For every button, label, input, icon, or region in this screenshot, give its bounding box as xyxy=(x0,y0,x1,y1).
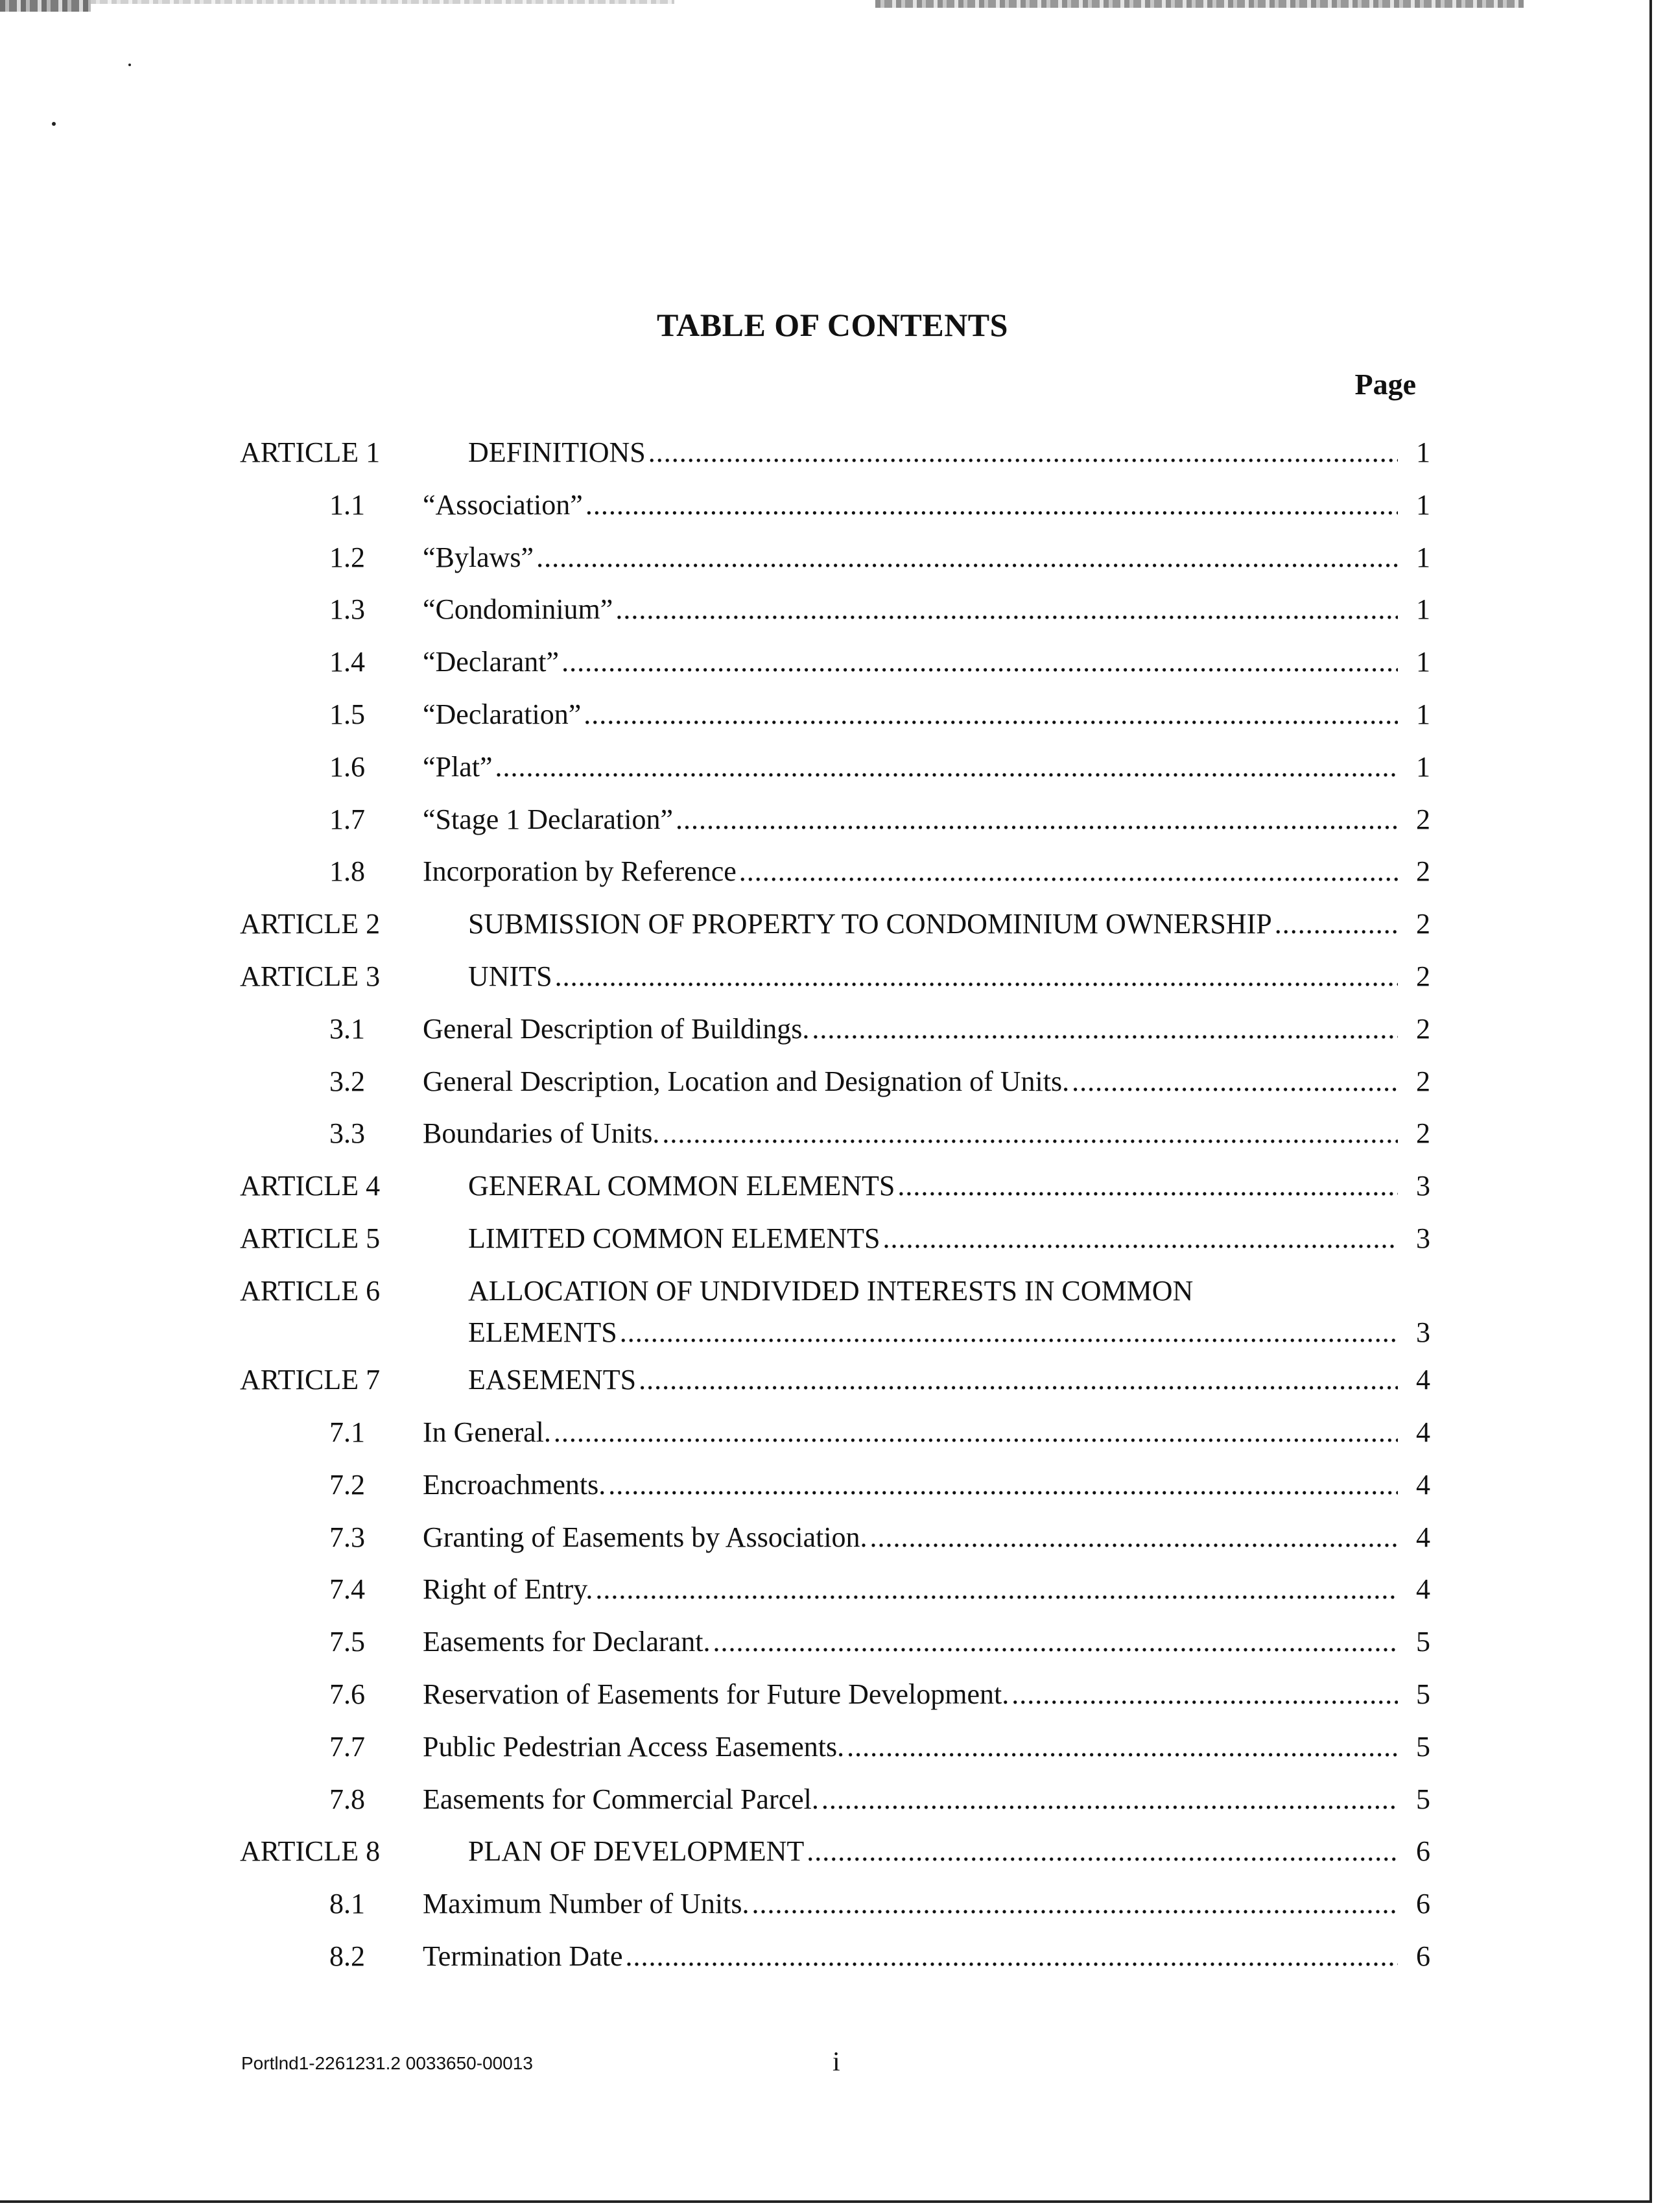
toc-entry-page: 2 xyxy=(1416,1065,1430,1097)
dot-leader xyxy=(821,1783,1398,1816)
dot-leader xyxy=(812,1012,1398,1045)
toc-entry-title: “Bylaws” xyxy=(423,541,534,573)
toc-entry-title-row xyxy=(423,1887,1400,1920)
toc-entry-title: Encroachments. xyxy=(423,1468,606,1501)
toc-entry-title: Granting of Easements by Association. xyxy=(423,1521,868,1553)
page-column-heading: Page xyxy=(1354,368,1416,401)
toc-entry-page: 4 xyxy=(1416,1521,1430,1553)
scan-speck xyxy=(52,122,56,126)
toc-entry-title-row xyxy=(468,1835,1400,1868)
toc-entry-1-6[interactable] xyxy=(0,750,1665,792)
toc-entry-page: 6 xyxy=(1416,1888,1430,1920)
toc-entry-page: 5 xyxy=(1416,1783,1430,1815)
toc-entry-1-7[interactable] xyxy=(0,803,1665,844)
toc-entry-article-4[interactable] xyxy=(0,1169,1665,1211)
toc-entry-article-8[interactable] xyxy=(0,1835,1665,1876)
toc-entry-page: 2 xyxy=(1416,960,1430,992)
dot-leader xyxy=(807,1835,1398,1868)
toc-entry-3-1[interactable] xyxy=(0,1012,1665,1054)
dot-leader xyxy=(752,1887,1398,1920)
page-number: i xyxy=(832,2047,840,2077)
toc-entry-page: 2 xyxy=(1416,1012,1430,1045)
toc-entry-title-row xyxy=(423,1625,1400,1658)
dot-leader xyxy=(1275,907,1398,940)
toc-entry-title-row xyxy=(468,1316,1400,1349)
toc-entry-number: 7.6 xyxy=(329,1678,365,1710)
toc-entry-number: 3.1 xyxy=(329,1012,365,1045)
toc-entry-title: UNITS xyxy=(468,960,552,992)
dot-leader xyxy=(847,1730,1398,1763)
toc-entry-title-row xyxy=(423,1416,1400,1449)
toc-entry-8-2[interactable] xyxy=(0,1940,1665,1981)
toc-entry-article-7[interactable] xyxy=(0,1363,1665,1405)
toc-entry-title-row xyxy=(423,645,1400,678)
toc-entry-7-1[interactable] xyxy=(0,1416,1665,1457)
toc-entry-title: “Stage 1 Declaration” xyxy=(423,803,674,835)
toc-entry-page: 1 xyxy=(1416,593,1430,626)
toc-entry-number: ARTICLE 4 xyxy=(240,1170,381,1202)
scan-speck xyxy=(128,64,131,66)
dot-leader xyxy=(1072,1065,1398,1098)
toc-entry-title-row xyxy=(423,1940,1400,1973)
toc-entry-title: Incorporation by Reference xyxy=(423,855,737,888)
toc-entry-number: 1.2 xyxy=(329,541,365,573)
toc-entry-page: 1 xyxy=(1416,750,1430,783)
toc-entry-title-row xyxy=(423,593,1400,626)
toc-entry-title: Termination Date xyxy=(423,1940,623,1972)
toc-entry-title: Public Pedestrian Access Easements. xyxy=(423,1730,845,1763)
toc-entry-page: 3 xyxy=(1416,1170,1430,1202)
toc-entry-number: 1.5 xyxy=(329,698,365,730)
toc-entry-article-2[interactable] xyxy=(0,907,1665,949)
toc-entry-number: ARTICLE 5 xyxy=(240,1222,381,1254)
toc-entry-number: 1.7 xyxy=(329,803,365,835)
toc-entry-number: ARTICLE 8 xyxy=(240,1835,381,1868)
toc-entry-number: ARTICLE 3 xyxy=(240,960,381,992)
toc-entry-number: 1.8 xyxy=(329,855,365,888)
toc-entry-page: 5 xyxy=(1416,1730,1430,1763)
dot-leader xyxy=(608,1468,1398,1501)
toc-entry-title-line1: ALLOCATION OF UNDIVIDED INTERESTS IN COMMON xyxy=(468,1274,1194,1307)
toc-entry-page: 5 xyxy=(1416,1678,1430,1710)
toc-entry-page: 1 xyxy=(1416,698,1430,730)
toc-entry-number: 7.1 xyxy=(329,1416,365,1448)
toc-entry-title: Right of Entry. xyxy=(423,1573,593,1606)
scan-artifact-left-faint xyxy=(91,0,674,4)
toc-entry-article-1[interactable] xyxy=(0,436,1665,477)
toc-entry-page: 1 xyxy=(1416,646,1430,678)
dot-leader xyxy=(555,960,1398,993)
toc-entry-title: Easements for Commercial Parcel. xyxy=(423,1783,819,1815)
toc-entry-title: In General. xyxy=(423,1416,551,1448)
toc-entry-page: 4 xyxy=(1416,1573,1430,1606)
toc-entry-number: ARTICLE 7 xyxy=(240,1364,381,1396)
toc-entry-number: 1.4 xyxy=(329,646,365,678)
toc-entry-title-row xyxy=(423,1117,1400,1150)
toc-entry-7-7[interactable] xyxy=(0,1730,1665,1772)
page-title: TABLE OF CONTENTS xyxy=(657,307,1008,343)
toc-entry-title: Easements for Declarant. xyxy=(423,1626,711,1658)
toc-entry-page: 4 xyxy=(1416,1468,1430,1501)
toc-entry-title-row xyxy=(468,1169,1400,1202)
toc-entry-title: “Declaration” xyxy=(423,698,582,730)
toc-entry-title-row xyxy=(423,698,1400,731)
dot-leader xyxy=(620,1316,1398,1349)
toc-entry-title-row xyxy=(423,1012,1400,1045)
toc-entry-number: 7.7 xyxy=(329,1730,365,1763)
toc-entry-page: 1 xyxy=(1416,436,1430,468)
dot-leader xyxy=(595,1573,1398,1606)
toc-entry-7-5[interactable] xyxy=(0,1625,1665,1667)
toc-entry-title: “Plat” xyxy=(423,750,493,783)
toc-entry-number: 3.2 xyxy=(329,1065,365,1097)
dot-leader xyxy=(897,1169,1398,1202)
toc-entry-title: Reservation of Easements for Future Development. xyxy=(423,1678,1010,1710)
dot-leader xyxy=(561,645,1398,678)
toc-entry-number: ARTICLE 2 xyxy=(240,908,381,940)
toc-entry-number: 1.3 xyxy=(329,593,365,626)
toc-entry-title-row xyxy=(423,750,1400,783)
toc-entry-title-row xyxy=(468,907,1400,940)
toc-entry-1-5[interactable] xyxy=(0,698,1665,739)
dot-leader xyxy=(625,1940,1398,1973)
toc-entry-title-row xyxy=(423,1065,1400,1098)
toc-entry-number: 7.3 xyxy=(329,1521,365,1553)
toc-entry-number: ARTICLE 6 xyxy=(240,1274,381,1307)
toc-entry-title-row xyxy=(423,1730,1400,1763)
toc-entry-title-row xyxy=(423,855,1400,888)
toc-entry-number: ARTICLE 1 xyxy=(240,436,381,468)
toc-entry-3-2[interactable] xyxy=(0,1065,1665,1106)
dot-leader xyxy=(676,803,1398,836)
scan-artifact-left xyxy=(0,0,91,12)
toc-entry-title-row xyxy=(423,1678,1400,1711)
toc-entry-page: 2 xyxy=(1416,803,1430,835)
toc-entry-title: LIMITED COMMON ELEMENTS xyxy=(468,1222,880,1254)
dot-leader xyxy=(739,855,1398,888)
toc-entry-7-4[interactable] xyxy=(0,1573,1665,1614)
toc-entry-page: 2 xyxy=(1416,855,1430,888)
toc-entry-7-2[interactable] xyxy=(0,1468,1665,1510)
toc-entry-7-6[interactable] xyxy=(0,1678,1665,1719)
toc-entry-page: 5 xyxy=(1416,1626,1430,1658)
toc-entry-page: 4 xyxy=(1416,1416,1430,1448)
dot-leader xyxy=(536,541,1398,574)
dot-leader xyxy=(495,750,1398,783)
dot-leader xyxy=(713,1625,1398,1658)
toc-entry-title-row xyxy=(468,1363,1400,1396)
toc-entry-page: 3 xyxy=(1416,1316,1430,1348)
toc-entry-page: 1 xyxy=(1416,541,1430,573)
scan-artifact-right xyxy=(875,0,1524,8)
toc-entry-title: PLAN OF DEVELOPMENT xyxy=(468,1835,805,1868)
toc-entry-title-row xyxy=(423,1783,1400,1816)
toc-entry-number: 7.4 xyxy=(329,1573,365,1606)
toc-entry-title-row xyxy=(468,1222,1400,1255)
toc-entry-number: 3.3 xyxy=(329,1117,365,1150)
toc-entry-1-8[interactable] xyxy=(0,855,1665,896)
toc-entry-title: “Condominium” xyxy=(423,593,613,626)
dot-leader xyxy=(585,488,1398,521)
toc-entry-number: 8.1 xyxy=(329,1888,365,1920)
toc-entry-title-row xyxy=(423,488,1400,521)
dot-leader xyxy=(615,593,1398,626)
toc-entry-title-row xyxy=(423,1521,1400,1554)
toc-entry-article-5[interactable] xyxy=(0,1222,1665,1263)
toc-entry-title-row xyxy=(423,803,1400,836)
toc-entry-title: General Description, Location and Designation of Units. xyxy=(423,1065,1070,1097)
toc-entry-number: 1.1 xyxy=(329,488,365,521)
toc-entry-title: SUBMISSION OF PROPERTY TO CONDOMINIUM OWNERSHIP xyxy=(468,908,1272,940)
toc-entry-title: General Description of Buildings. xyxy=(423,1012,810,1045)
toc-entry-3-3[interactable] xyxy=(0,1117,1665,1158)
toc-entry-number: 7.2 xyxy=(329,1468,365,1501)
toc-entry-number: 8.2 xyxy=(329,1940,365,1972)
toc-entry-title: Maximum Number of Units. xyxy=(423,1888,750,1920)
toc-entry-1-3[interactable] xyxy=(0,593,1665,634)
toc-entry-title-row xyxy=(423,1468,1400,1501)
dot-leader xyxy=(584,698,1398,731)
toc-entry-number: 7.8 xyxy=(329,1783,365,1815)
toc-entry-title: DEFINITIONS xyxy=(468,436,646,468)
toc-entry-number: 7.5 xyxy=(329,1626,365,1658)
toc-entry-page: 2 xyxy=(1416,1117,1430,1150)
dot-leader xyxy=(870,1521,1398,1554)
toc-entry-page: 6 xyxy=(1416,1940,1430,1972)
toc-entry-page: 1 xyxy=(1416,488,1430,521)
toc-entry-1-4[interactable] xyxy=(0,645,1665,687)
toc-entry-7-3[interactable] xyxy=(0,1521,1665,1562)
toc-entry-title-row xyxy=(423,541,1400,574)
toc-entry-number: 1.6 xyxy=(329,750,365,783)
toc-entry-title: GENERAL COMMON ELEMENTS xyxy=(468,1170,895,1202)
dot-leader xyxy=(1011,1678,1398,1711)
toc-entry-page: 2 xyxy=(1416,908,1430,940)
dot-leader xyxy=(639,1363,1398,1396)
toc-entry-article-6[interactable] xyxy=(0,1274,1665,1357)
toc-entry-title: EASEMENTS xyxy=(468,1364,637,1396)
toc-entry-title-row xyxy=(468,436,1400,469)
toc-entry-page: 4 xyxy=(1416,1364,1430,1396)
toc-entry-page: 3 xyxy=(1416,1222,1430,1254)
toc-entry-title-row xyxy=(468,960,1400,993)
toc-entry-1-1[interactable] xyxy=(0,488,1665,530)
toc-entry-title-row xyxy=(423,1573,1400,1606)
toc-entry-1-2[interactable] xyxy=(0,541,1665,582)
dot-leader xyxy=(554,1416,1398,1449)
dot-leader xyxy=(648,436,1398,469)
toc-entry-7-8[interactable] xyxy=(0,1783,1665,1824)
toc-entry-page: 6 xyxy=(1416,1835,1430,1868)
dot-leader xyxy=(662,1117,1398,1150)
document-identifier: Portlnd1-2261231.2 0033650-00013 xyxy=(241,2053,533,2073)
toc-entry-title: “Association” xyxy=(423,488,583,521)
toc-entry-title: Boundaries of Units. xyxy=(423,1117,660,1150)
toc-entry-title: ELEMENTS xyxy=(468,1316,617,1348)
dot-leader xyxy=(883,1222,1398,1255)
toc-entry-title: “Declarant” xyxy=(423,646,560,678)
toc-entry-article-3[interactable] xyxy=(0,960,1665,1001)
toc-entry-8-1[interactable] xyxy=(0,1887,1665,1929)
